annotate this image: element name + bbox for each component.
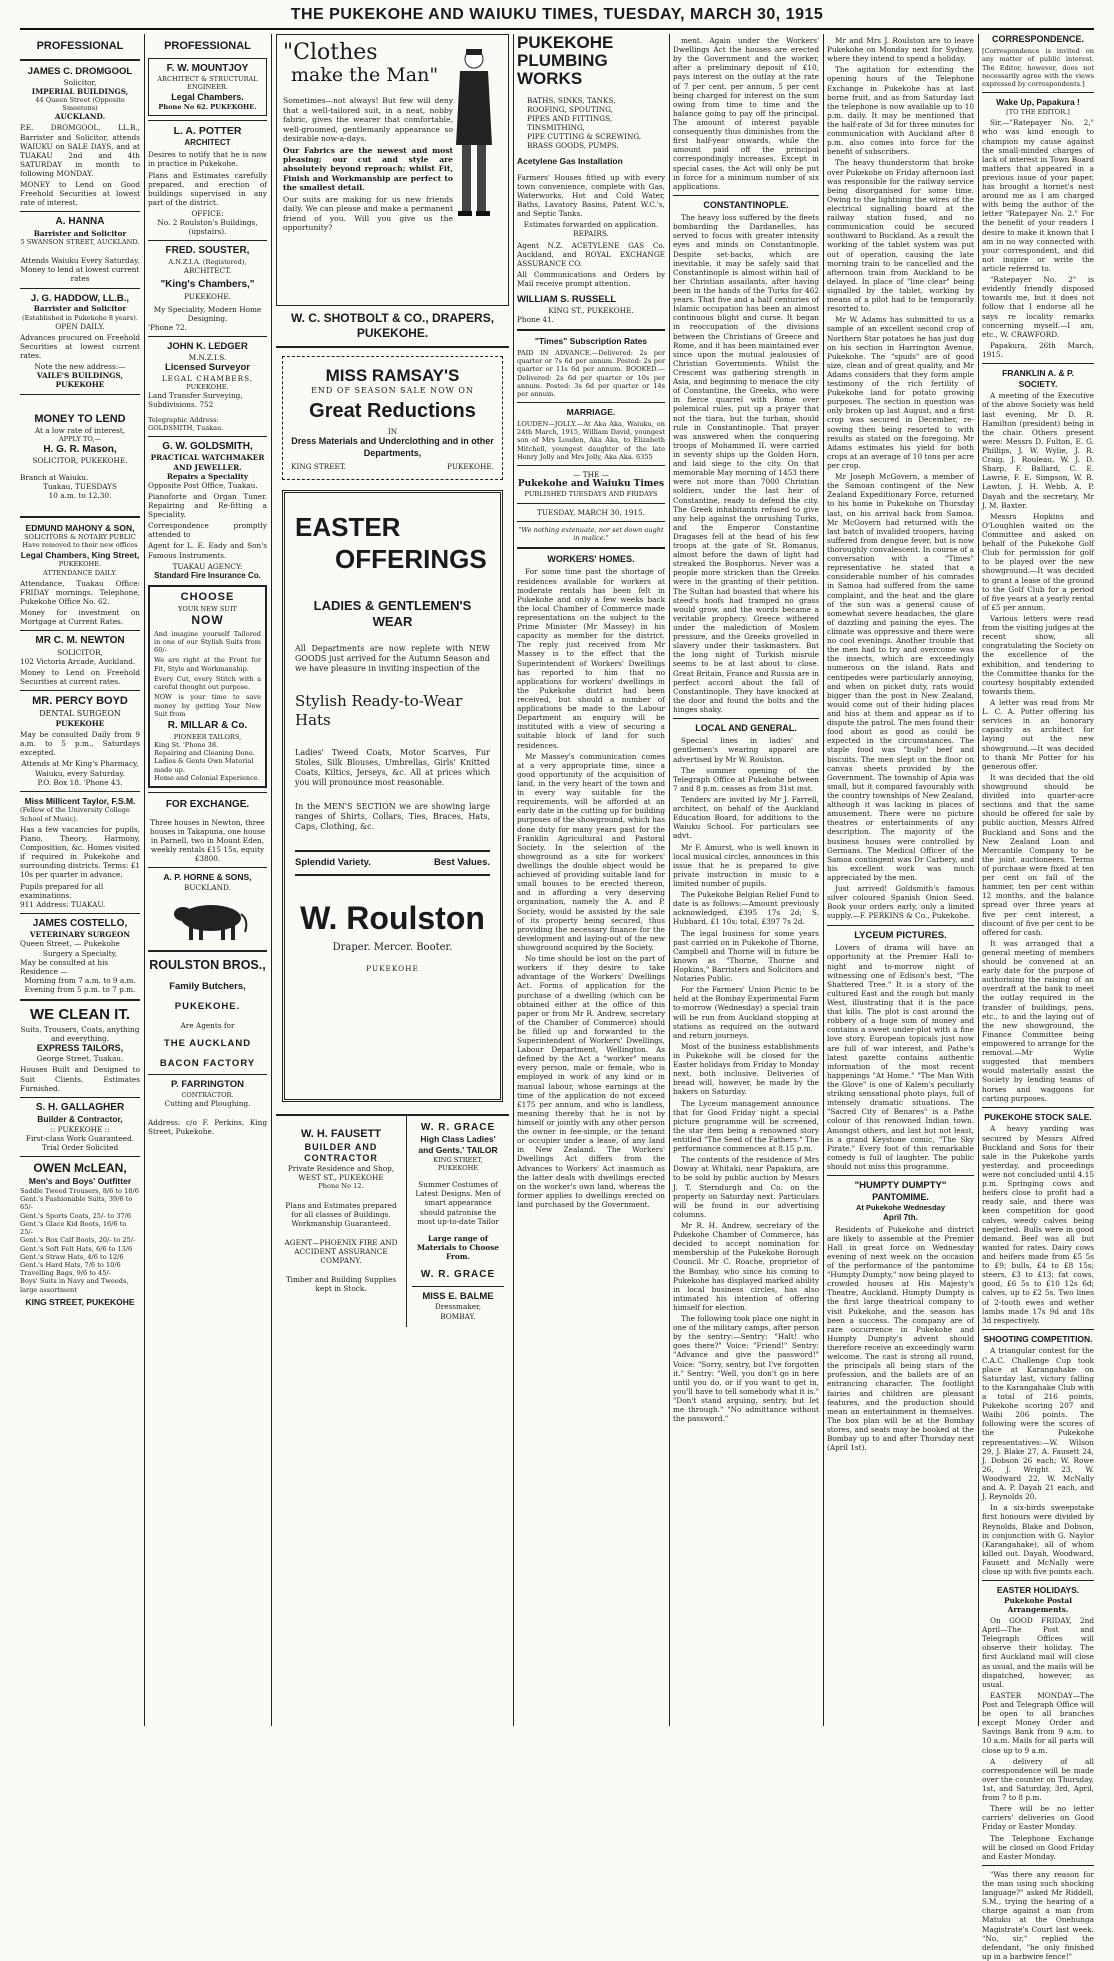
subscription-heading: "Times" Subscription Rates — [534, 336, 648, 347]
list-item: The heavy thunderstorm that broke over Pukekohe on Friday afternoon last was responsible for the railway service being disorganised for some time. Owing to the lightning the wires of the electrical signalling board at the railway station fused, and no communication could be secured southward to Buckland. As a result the working of the tablet system was put out of operation, causing the late morning train to be cancelled and the afternoon train from Auckland to be delayed. In place of "line clear" being signalled by the tablet, working by means of a pilot had to be temporarily resorted to. — [827, 158, 974, 314]
humpty-dumpty-article: Residents of Pukekohe and district are likely to assemble at the Premier Hall in great force on Wednesday evening of next week on the occasion of the performance of the pantomime "Humpty Dumpty," now being played to crowded houses at His Majesty's Theatre, Auckland. Humpty Dumpty is the first large theatrical company to visit Pukekohe, and the season has been a success. The company are of rare occurrence in Pukekohe and Humpty Dumpty's advent should therefore receive an exceedingly warm welcome. The cast is strong all round, the principals all being stars of the profession, and the ballets are of an entrancing character. The footlight fairies and children are pleasant features, and the production should mean an entertainment in themselves. The box plan will be at the Bombay stores, and seats may be booked at the Bombay up to and after Thursday next (April 1st). — [827, 1224, 974, 1453]
masthead: THE PUKEKOHE AND WAIUKU TIMES, TUESDAY, MARCH 30, 1915 — [20, 6, 1094, 30]
ad-money-to-lend: MONEY TO LEND At a low rate of interest, APPLY TO,— H. G. R. Mason, SOLICITOR, PUKEKOHE. Branch at Waiuku. Tuakau, TUESDAYS 10 a.m. to 12.30. — [20, 412, 128, 501]
list-item: ROOFING, SPOUTING, — [527, 104, 614, 114]
ad-miss-ramsay: MISS RAMSAY'S END OF SEASON SALE NOW ON Great Reductions IN Dress Materials and Underclothing and in other Departments, KING STREET. PUKEKOHE. — [282, 356, 503, 480]
franklin-society-heading: FRANKLIN A. & P. SOCIETY. — [1002, 368, 1074, 389]
list-item: Gent.'s Hard Hats, 7/6 to 10/6 — [20, 1260, 121, 1269]
ad-millicent-taylor: Miss Millicent Taylor, F.S.M. (Fellow of the University College School of Music). Has a few vacancies for pupils, Piano, Theory, Harmony, Composition, &c. Homes visited if required in Pukekohe and surrounding districts. Terms: £1 10s per quarter in advance. Pupils prepared for all examinations. 911 Address: TUAKAU. — [20, 795, 140, 909]
local-general-heading: LOCAL AND GENERAL. — [695, 723, 797, 734]
ad-choose-your-suit: CHOOSE YOUR NEW SUIT NOW And imagine yourself Tailored in one of our Stylish Suits from 60/- We are right at the Front for Fit, Style and Workmanship. Every Cut, every Stitch with a careful thought out purpose. NOW is your time to save money by getting Your New Suit from R. MILLAR & Co. PIONEER TAILORS, King St. 'Phone 38. Repairing and Cleaning Done. Ladies & Gents Own Material made up. Home and Colonial Experience. — [148, 585, 267, 788]
plumbing-services-list — [527, 96, 665, 151]
list-item: A meeting of the Executive of the above Society was held last evening, Mr D. R. Hamilton (president) being in the chair. Others present were: Messrs D. Fulton, E. G. Phillips, J. W. Wylie, J. R. Craig, J. Rouleau, W. J. D. Sharp, F. Ballard, C. E. Lawrie, F. E. Simpson, W. R. Lawton, J. H. Webb, A. P. Dayah and the secretary, Mr J. M. Baxter. — [982, 391, 1094, 510]
bull-illustration-icon — [153, 898, 263, 944]
ad-roulston-bros: ROULSTON BROS., Family Butchers, PUKEKOHE. Are Agents for THE AUCKLAND BACON FACTORY — [149, 957, 266, 1070]
easter-holidays-heading: EASTER HOLIDAYS. — [996, 1585, 1080, 1596]
ad-hanna: A. HANNA Barrister and Solicitor 5 SWANSON STREET, AUCKLAND. Attends Waiuku Every Saturday. Money to lend at lowest current rates — [20, 216, 140, 284]
list-item: Tenders are invited by Mr J. Farrell, architect, on behalf of the Auckland Education Board, for additions to the Waiuku School. For particulars see advt. — [673, 795, 819, 841]
ad-haddow: J. G. HADDOW, LL.B., Barrister and Solicitor (Established in Pukekohe 8 years). OPEN DAILY. Advances procured on Freehold Securities at lowest current rates. Note the new address:— VAILE'S BUILDINGS, PUKEKOHE — [20, 292, 140, 390]
column-display-ads — [276, 34, 509, 1726]
list-item: Mr R. H. Andrew, secretary of the Pukekohe Chamber of Commerce, has decided to accept nomination for membership of the Pukekohe Borough Council. Mr C. Roache, proprietor of the Bombay, who since his coming to Pukekohe has displayed marked ability in local business circles, has also intimated his intention of offering himself for election. — [673, 1220, 819, 1312]
ad-souster: FRED. SOUSTER, A.N.Z.I.A. (Registered), ARCHITECT. "King's Chambers," PUKEKOHE. My Speciality, Modern Home Designing. 'Phone 72. — [148, 245, 262, 332]
ad-farrington: P. FARRINGTON CONTRACTOR. Cutting and Ploughing. Address: c/o F. Perkins, King Street, Pukekohe. — [148, 1079, 267, 1137]
list-item: PIPES AND FITTINGS, — [527, 113, 613, 123]
column-rule — [823, 34, 824, 1726]
column-rule — [669, 34, 670, 1726]
shooting-heading: SHOOTING COMPETITION. — [983, 1333, 1093, 1344]
list-item: Gent.'s Fashionable Suits, 39/6 to 65/- — [20, 1195, 133, 1212]
wake-up-papakura-heading: Wake Up, Papakura ! — [996, 97, 1080, 108]
ad-shotbolt: W. C. SHOTBOLT & CO., DRAPERS, PUKEKOHE. — [276, 306, 509, 348]
ad-mountjoy: F. W. MOUNTJOY ARCHITECT & STRUCTURAL ENGINEER. Legal Chambers. Phone No 62. PUKEKOHE. — [148, 58, 267, 116]
closing-paragraph: "Was there any reason for the man using such shocking language?" asked Mr Riddell, S.M., trying the hearing of a charge against a man from Matuku at the Onehunga Magistrate's Court last week. "No, sir," replied the defendant, "he only finished up in a barbwire fence!" — [982, 1869, 1094, 1961]
ad-fausett: W. H. FAUSETT BUILDER AND CONTRACTOR Private Residence and Shop, WEST ST., PUKEKOHE Phone No 12. Plans and Estimates prepared for all classes of Buildings. Workmanship Guaranteed. AGENT—PHOENIX FIRE AND ACCIDENT ASSURANCE COMPANY. Timber and Building Supplies kept in Stock. — [276, 1116, 407, 1327]
list-item: Various letters were read from the visiting judges at the recent show, all congratulating the Society on the excellence of the exhibition, and tendering to the Committee thanks for the courtesy hospitably extended towards them. — [982, 614, 1094, 696]
list-item: BATHS, SINKS, TANKS, — [527, 95, 616, 105]
workers-homes-article: For some time past the shortage of residences available for workers at moderate rentals has been felt in Pukekohe and only a few weeks back the local Chamber of Commerce made representations on the subject to the Prime Minister (Mr Massey) in his capacity as member for the district. The reply just received from Mr Massey is to the effect that the Superintendent of Workers' Dwellings has reported to him that no applications for workers' dwellings in the Pukekohe district had been received, but should a number of applications be made to the Labour Department an enquiry will be instituted with a view of securing a suitable block of land for such residences. Mr Massey's communication comes at a very appropriate time, since a good opportunity of the acquisition of land, in the very heart of the town and in every way suitable for the requirements, will be afforded at an early date in the cutting up for building purposes of the showground, which has done duty for many years past for the Franklin Agricultural and Pastoral Society. In the selection of the showground as a site for workers' dwellings the double object would be achieved of providing suitable land for small houses to be erected thereon, and in affording a very deserving organisation, namely the A. and P. Society, would be assisted by the sale of its property being secured, thus providing the necessary finance for the development and laying-out of the new showground acquired by the Society. No time should be lost on the part of workers if they desire to take advantage of the Workers' Dwellings Act. Forms of application for the purchase of a dwelling (which can be obtained either at the office of this paper or from Mr R. Andrew, secretary of the Chamber of Commerce) should be filled up and forwarded to the Superintendent of Workers' Dwellings, Labour Department, Wellington. As defined by the Act a "worker" means every person, male or female, who is employed in work of any kind or in manual labour, whose earnings at the time of the application do not exceed £175 per annum, and who is landless, meaning thereby that he is not by himself or jointly with any other person the owner in fee-simple, or the tenant or occupier under a lease, of any land in New Zealand. The Workers' Dwellings Act differs from the Advances to Workers' Act inasmuch as the latter deals with dwellings erected on the worker's own land, whereas the former applies to dwellings erected on land purchased by the Government. — [517, 567, 665, 1210]
ad-for-exchange: FOR EXCHANGE. Three houses in Newton, three houses in Takapuna, one house in Parnell, two in Mount Eden, weekly rentals £15 15s, equity £3800. — [149, 799, 266, 863]
list-item: The summer opening of the Telegraph Office at Pukekohe between 7 and 8 p.m. ceases as from 31st inst. — [673, 765, 819, 793]
list-item: On GOOD FRIDAY, 2nd April—The Post and Telegraph Offices will observe their holiday. The first Auckland mail will close as usual, and the mails will be dispatched, however, as usual. — [982, 1616, 1094, 1689]
list-item: The agitation for extending the opening hours of the Telephone Exchange in Pukekohe has at last borne fruit, and as from Saturday last the telephone is now available up to 10 p.m. daily. It may be mentioned that the half-rate of 3d for three minutes for communication with Auckland after 8 p.m. also comes into force for the benefit of subscribers. — [827, 65, 974, 157]
section-heading: PROFESSIONAL — [164, 40, 251, 52]
column-plumbing-editorial — [517, 34, 665, 1726]
list-item: Mr W. Adams has submitted to us a sample of an excellent second crop of Northern Star potatoes he has just dug on his section in Harrington Avenue, Pukekohe. The "spuds" are of good size, clean and of great quality, and Mr Adams considers that they form ample testimony of the rich fertility of Pukekohe land for potato growing purposes. The section in question was only broken up last August, and a first crop was secured in December, re-sowing then being resorted to with results as stated on the foregoing. Mr Adams estimates his yield for both crops at an average of 10 tons per acre per crop. — [827, 315, 974, 471]
humpty-dumpty-heading: "HUMPTY DUMPTY" — [854, 1180, 947, 1192]
ad-we-clean-it: WE CLEAN IT. Suits, Trousers, Coats, anything and everything. EXPRESS TAILORS, George Street, Tuakau. Houses Built and Designed to Suit Clients. Estimates Furnished. — [20, 1006, 140, 1093]
list-item: TINSMITHING, — [527, 122, 585, 132]
paper-nameplate: — THE — Pukekohe and Waiuku Times PUBLISHED TUESDAYS AND FRIDAYS TUESDAY, MARCH 30, 1915. "We nothing extenuate, nor set down aught in malice." — [517, 470, 665, 542]
list-item: Boys' Suits in Navy and Tweeds, large assortment — [20, 1277, 129, 1294]
ad-easter-offerings: EASTER OFFERINGS LADIES & GENTLEMEN'S WEAR All Departments are now replete with NEW GOODS just arrived for the Autumn Season and we have pleasure in inviting inspection of the Stylish Ready-to-Wear Hats Ladies' Tweed Coats, Motor Scarves, Fur Stoles, Silk Blouses, Umbrellas, Girls' Knitted Coats, Kiltics, Jerseys, &c. All at prices which you will pronounce most reasonable. In the MEN'S SECTION we are showing large ranges of Shirts, Collars, Ties, Braces, Hats, Caps, Clothing, &c. Splendid Variety. Best Values. W. Roulston Draper. Mercer. Booter. PUKEKOHE — [282, 490, 503, 1102]
list-item: It was arranged that a general meeting of members should be convened at an early date for the purpose of authorising the raising of an overdraft at the bank to meet the outlay required in the transfer of buildings, pens, etc., to and the laying out of the new showground, the Finance Committee being empowered to arrange for the removal.—Mr Wylie suggested that members would materially assist the Society by lending teams of horses and waggons for carting purposes. — [982, 938, 1094, 1103]
stock-sale-heading: PUKEKOHE STOCK SALE. — [984, 1111, 1092, 1122]
list-item: Mr Joseph McGovern, a member of the Samoan contingent of the New Zealand Expeditionary Force, returned to his home in Pukekohe on Thursday last, on his arrival back from Samoa. Mr McGovern had returned with the last batch of invalided troopers, having suffered from dengue fever, but is now thoroughly convalescent. In course of a conversation with a "Times" representative he stated that a considerable number of his comrades in Samoa had suffered from the same complaint, and the heat and the glare of the sun was a general cause of somewhat severe headaches, the glare of dazzling and paining the eyes. The climate was oppressive and there were no cool evenings. Another trouble that the men had to try and overcome was the insects, which are exceedingly numerous on the island. Rats and centipedes were particularly annoying, and when on picket duty, rats would bigger than the post in New Zealand, would come out of their hiding places and hiss at them and appear as if to dispute the patrol. The men found their food about as good as could be expected in the circumstances. The staple food was "bully" beef and biscuits. The men slept on the floor on canvas sheets provided by the Government. The township of Apia was small, but it compared favourably with the country townships of New Zealand, although it was lacking in places of amusement. There were no picture theatres or entertainments of any description. The majority of the business houses were controlled by Germans. The Medical Officer of the Samoa contingent was Dr Carbery, and his excellent work was much appreciated by the men. — [827, 472, 974, 882]
list-item: Saddle Tweed Trousers, 8/6 to 18/6 — [20, 1186, 139, 1195]
list-item: A letter was read from Mr L. C. A. Potter offering his services in an honorary capacity as architect for laying out the new showground.—It was decided to thank Mr Potter for his generous offer. — [982, 697, 1094, 771]
ad-costello: JAMES COSTELLO, VETERINARY SURGEON Queen Street, — Pukekohe Surgery a Specialty, May be consulted at his Residence — Morning from 7 a.m. to 9 a.m. Evening from 5 p.m. to 7 p.m. — [20, 917, 136, 995]
list-item: PIPE CUTTING & SCREWING, — [527, 131, 642, 141]
list-item: Just arrived! Goldsmith's famous silver coloured Spanish Onion Seed. Book your orders early, only a limited supply.—F. PERKINS & Co., Pukekohe. — [827, 884, 974, 921]
constantinople-article: The heavy loss suffered by the fleets bombarding the Dardanelles, has served to focus with greater intensity eyes and minds on Constantinople. Despite set-backs, which are inevitable, it may be safely said that Constantinople is almost within hail of her Christian assailants, after having been in the hands of the Turks for 462 years. That five and a half centuries of Islamic occupation has been an almost continuous blight and curse. It began in reoccupation of the divisions between the Christians of Greece and Rome, and it has been maintained ever since upon the mutual jealousies of Christian Governments. Whilst the Crescent was gathering strength in Asia, and beginning to menace the city of Constantine, the Greeks, who were in fierce quarrel with Rome over polemical rules, put up a prayer that not the tiara, but the turban, should rule in Constantinople. That prayer was answered when the conquering troops of Mohammed II. were carried in seventy ships up the Golden Horn, and laid siege to the city. On that memorable May morning of 1453 there were not more than 7000 Christian soldiers, under the last heir of Constantine, ready to defend the city. The Greek inhabitants refused to give any help against the onrushing Turks, and the Emperor Constantine Dragases fell at the head of his few troops at the gate of St. Romanus, almost before the dawn of light had streaked the Bosphorus. Never was a people more stricken than the Greeks were in the granting of their petition. The Sultan had boasted that where his steed's hoofs had tramped no grass would grow, and the words became a veritable prophecy. Greece withered under the malediction of Moslem pressure, and the Greeks grovelled in slavery under their taskmasters. But the long night of Turkish misrule seems to be at last about to close. Great Britain, France and Russia are in perfect accord about the fall of Constantinople. They have knocked at the door and found the bolts and the hinges shaky. — [673, 213, 819, 715]
list-item: Gent.'s Soft Felt Hats, 6/6 to 13/6 — [20, 1244, 133, 1253]
ad-plumbing-works: PUKEKOHE PLUMBING WORKS BATHS, SINKS, TANKS, ROOFING, SPOUTING, PIPES AND FITTINGS, TINSMITHING, PIPE CUTTING & SCREWING, BRASS GOODS, PUMPS. Acetylene Gas Installation Farmers' Houses fitted up with every town convenience, complete with Gas, Waterworks, Hot and Cold Water, Baths, Lavatory Basins, Patent W.C.'s, and Septic Tanks. Estimates forwarded on application. REPAIRS. Agent N.Z. ACETYLENE GAS Co. Auckland, and ROYAL EXCHANGE ASSURANCE CO. All Communications and Orders by Mail receive prompt attention. WILLIAM S. RUSSELL KING ST., PUKEKOHE. Phone 41. — [517, 33, 665, 325]
ad-balme: MISS E. BALME — [422, 1290, 494, 1302]
ad-gallagher: S. H. GALLAGHER Builder & Contractor, :: PUKEKOHE :: First-class Work Guaranteed. Trial Order Solicited — [25, 1101, 135, 1153]
list-item: Gent.'s Glace Kid Boots, 16/6 to 25/- — [20, 1219, 127, 1237]
easter-holidays-article — [982, 1616, 1094, 1861]
column-news-2: Mr and Mrs J. Roulston are to leave Pukekohe on Monday next for Sydney, where they intend to spend a holiday. The agitation for extending the opening hours of the Telephone Exchange in Pukekohe has at last borne fruit, and as from Saturday last the telephone is now available up to 10 p.m. daily. It may be mentioned that the half-rate of 3d for three minutes for communication with Auckland after 8 p.m. also comes into force for the benefit of subscribers. The heavy thunderstorm that broke over Pukekohe on Friday afternoon last was responsible for the railway service being disorganised for some time. Owing to the lightning the wires of the electrical signalling board at the railway station fused, and no communication could be secured southward to Buckland. As a result the working of the tablet system was put out of operation, causing the late morning train to be cancelled and the afternoon train from Auckland to be delayed. In place of "line clear" being signalled by the tablet, working by means of a pilot had to be temporarily resorted to. Mr W. Adams has submitted to us a sample of an excellent second crop of Northern Star potatoes he has just dug on his section in Harrington Avenue, Pukekohe. The "spuds" are of good size, clean and of great quality, and Mr Adams considers that they form ample testimony of the rich fertility of Pukekohe land for potato growing purposes. The section in question was only broken up last August, and a first crop was secured in December, re-sowing then being resorted to with results as stated on the foregoing. Mr Adams estimates his yield for both crops at an average of 10 tons per acre per crop. Mr Joseph McGovern, a member of the Samoan contingent of the New Zealand Expeditionary Force, returned to his home in Pukekohe on Thursday last, on his arrival back from Samoa. Mr McGovern had returned with the last batch of invalided troopers, having suffered from dengue fever, but is now thoroughly convalescent. In course of a conversation with a "Times" representative he stated that a considerable number of his comrades in Samoa had suffered from the same complaint, and the heat and the glare of the sun was a general cause of somewhat severe headaches, the glare of dazzling and paining the eyes. The climate was oppressive and there were no cool evenings. Another trouble that the men had to try and overcome was the insects, which are exceedingly numerous on the island. Rats and centipedes were particularly annoying, and when on picket duty, rats would bigger than the post in New Zealand, would come out of their hiding places and hiss at them and appear as if to dispute the patrol. The men found their food about as good as could be expected in the circumstances. The staple food was "bully" beef and biscuits. The men slept on the floor on canvas sheets provided by the Government. The township of Apia was small, but it compared favourably with the country townships of New Zealand, although it was lacking in places of amusement. There were no picture theatres or entertainments of any description. The majority of the business houses were controlled by Germans. The Medical Officer of the Samoa contingent was Dr Carbery, and his excellent work was much appreciated by the men. Just arrived! Goldsmith's famous silver coloured Spanish Onion Seed. Book your orders early, only a limited supply.—F. PERKINS & Co., Pukekohe. LYCEUM PICTURES. Lovers of drama will have an opportunity at the Premier Hall to-night and to-morrow night of witnessing one of Edison's best, "The Shattered Tree." It is a story of the cultured East and the rough but manly West, illustrating that it is the pace that kills. The plot is cast around the robbery of a huge sum of money and contains a sweet under-plot with a fine love story. European topicals just now are full of war interest, and Pathe's latest gazette contains authentic information of the most recent happenings "At Home." "The Man With the Glove" is one of Kalem's peculiarly striking sensational photo plays, full of intensely dramatic situations. The "Sacred City of Benares" is a Pathe colour of this renowned Indian town. Amongst others, and last but not least, is a grand Keystone comic, "The Sky Pirate." Every foot of this remarkable comedy is full of laughter. The public should not miss this programme. "HUMPTY DUMPTY" PANTOMIME. At Pukekohe Wednesday April 7th. Residents of Pukekohe and district are likely to assemble at the Premier Hall in great force on Wednesday evening of next week on the occasion of the performance of the pantomime "Humpty Dumpty," now being played to crowded houses at His Majesty's Theatre, Auckland. Humpty Dumpty is the first large theatrical company to visit Pukekohe, and the season has been a success. The company are of rare occurrence in Pukekohe and Humpty Dumpty's advent should therefore receive an exceedingly warm welcome. The cast is strong all round, the principals all being stars of the profession, and the ballets are of an entrancing character. The footlight fairies and children are pleasant features, and the production should mean an entertainment in themselves. The box plan will be at the Bombay stores, and seats may be booked at the Bombay up to and after Thursday next (April 1st). — [827, 36, 974, 1453]
list-item: The Pukekohe Belgian Relief Fund to date is as follows:—Amount previously acknowledged, £395 17s 2d; S. Hubbard, £1 10s; total, £397 7s 2d. — [673, 890, 819, 927]
column-professional-1 — [20, 34, 140, 1726]
column-professional-2 — [148, 34, 267, 1726]
ad-owen-mclean: OWEN McLEAN, Men's and Boys' Outfitter Saddle Tweed Trousers, 8/6 to 18/6 Gent.'s Fashionable Suits, 39/6 to 65/- Gent.'s Sports Coats, 25/- to 37/6 Gent.'s Glace Kid Boots, 16/6 to 25/- Gent.'s Box Calf Boots, 20/- to 25/- Gent.'s Soft Felt Hats, 6/6 to 13/6 Gent.'s Straw Hats, 4/6 to 12/6 Gent.'s Hard Hats, 7/6 to 10/6 Travelling Bags, 9/6 to 45/- Boys' Suits in Navy and Tweeds, large assortment KING STREET, PUKEKOHE — [20, 1161, 139, 1307]
column-rule — [513, 34, 514, 1726]
list-item: Most of the business establishments in Pukekohe will be closed for the Easter holidays from Friday to Monday next, both inclusive. Deliveries of bread will, however, be made by the bakers on Saturday. — [673, 1041, 819, 1097]
ad-newton: MR C. M. NEWTON SOLICITOR, 102 Victoria Arcade, Auckland. Money to Lend on Freehold Securities at current rates. — [20, 635, 140, 687]
column-rule — [271, 34, 272, 1726]
list-item: The legal business for some years past carried on in Pukekohe of Thorne, Campbell and Thorne will in future be known as "Thorne, Thorne and Hopkins," Barristers and Solicitors and Notaries Public. — [673, 928, 819, 984]
column-correspondence: CORRESPONDENCE. [Correspondence is invited on any matter of public interest. The Editor, however, does not necessarily agree with the views expressed by correspondents.] Wake Up, Papakura ! [TO THE EDITOR.] Sir,—"Ratepayer No. 2," who was kind enough to champion my cause against the small-minded charges of lack of interest in Town Board matters that appeared in a previous issue of your paper, has brought a hornet's nest around me as I am charged with being the author of the letter "Ratepayer No. 2." For the benefit of your readers I desire to make it known that I am in no way connected with your correspondent, and did not inspire or write the article referred to. "Ratepayer No. 2" is evidently friendly disposed towards me, but it does not follow that I endorse all he says re locality remarks concerning myself.—I am, etc., W. CRAWFORD. Papakura, 26th March, 1915. FRANKLIN A. & P. SOCIETY. A meeting of the Executive of the above Society was held last evening, Mr D. R. Hamilton (president) being in the chair. Others present were: Messrs D. Fulton, E. G. Phillips, J. W. Wylie, J. R. Craig, J. Rouleau, W. J. D. Sharp, F. Ballard, C. E. Lawrie, F. E. Simpson, W. R. Lawton, J. H. Webb, A. P. Dayah and the secretary, Mr J. M. Baxter. Messrs Hopkins and O'Loughlen waited on the Committee and asked on behalf of the Pukekohe Golf Club for permission for golf to be played over the new showground.—It was decided to grant a lease of the ground to the Golf Club for a period of five years at a yearly rental of £5 per annum. Various letters were read from the visiting judges at the recent show, all congratulating the Society on the excellence of the exhibition, and tendering to the Committee thanks for the courtesy hospitably extended towards them. A letter was read from Mr L. C. A. Potter offering his services in an honorary capacity as architect for laying out the new showground.—It was decided to thank Mr Potter for his generous offer. It was decided that the old showground should be divided into quarter-acre sections and that the same should be offered for sale by public auction, Messrs Alfred Buckland and Sons and the New Zealand Loan and Mercantile Company to be the joint auctioneers. Terms of purchase were fixed at ten per cent on fall of the hammer, ten per cent within 12 months, and the balance spread over three years at five per cent interest, a discount of five per cent to be offered for cash. It was arranged that a general meeting of members should be convened at an early date for the purpose of authorising the raising of an overdraft at the bank to meet the outlay required in the transfer of buildings, pens, etc., to and the laying out of the new showground, the Finance Committee being empowered to arrange for the removal.—Mr Wylie suggested that members would materially assist the Society by lending teams of horses and waggons for carting purposes. PUKEKOHE STOCK SALE. A heavy yarding was secured by Messrs Alfred Buckland and Sons for their sale in the Pukekohe yards yesterday, and proceedings were not concluded until 4.15 p.m. Springing cows and heifers close to profit had a ready sale, and there was keen competition for good calves, weedy calves being neglected. Bulls were in good demand. Beef was all but wanted for rates. Dairy cows and heifers made from £5 5s to £9; bulls, £4 to £8 15s; steers, £3 to £13; fat cows, good, £6 5s to £10 12s 6d; calves, up to £2 5s. Two lines of 2-tooth ewes and wether lambs made 17s 9d and 18s 3d respectively. SHOOTING COMPETITION. A triangular contest for the C.A.C. Challenge Cup took place at Karangahake on Saturday last, victory falling to the Karangahake Club with a total of 216 points, Pukekohe scoring 207 and Waihi 206 points. The following were the scores of the Pukekohe representatives:—W. Wilson 29, J. Blake 27, A. Fausett 24, J. Dobson 26 each; W. Rowe 26, J. Wright 23, W. Woodward 22, W. McNally and A. P. Dayah 21 each, and J. Reynolds 20. In a six-birds sweepstake first honours were divided by Reynolds, Blake and Dobson, in conjunction with G. Naylor (Karangahake), all of whom killed out. Dayah, Woodward, Fausett and McNally were close up with five points each. EASTER HOLIDAYS. Pukekohe Postal Arrangements. On GOOD FRIDAY, 2nd April—The Post and Telegraph Offices will observe their holiday. The first Auckland mail will close as usual, and the mails will be dispatched, however, as usual. EASTER MONDAY—The Post and Telegraph Office will be open to all branches except Money Order and Savings Bank from 9 a.m. to 10 a.m. Mails for all parts will close up to 9 a.m. A delivery of all correspondence will be made over the counter on Thursday, 1st, and Saturday, 3rd, April, from 7 to 8 p.m. There will be no letter carriers' deliveries on Good Friday or Easter Monday. The Telephone Exchange will be closed on Good Friday and Easter Monday. "Was there any reason for the man using such shocking language?" asked Mr Riddell, S.M., trying the hearing of a charge against a man from Matuku at the Onehunga Magistrate's Court last week. "No, sir," replied the defendant, "he only finished up in a barbwire fence!" — [982, 34, 1094, 1961]
outfitter-price-list — [20, 1187, 140, 1294]
lyceum-article: Lovers of drama will have an opportunity at the Premier Hall to-night and to-morrow night of witnessing one of Edison's best, "The Shattered Tree." It is a story of the cultured East and the rough but manly West, illustrating that it is the pace that kills. The plot is cast around the robbery of a huge sum of money and contains a sweet under-plot with a fine love story. European topicals just now are full of war interest, and Pathe's latest gazette contains authentic information of the most recent happenings "At Home." "The Man With the Glove" is one of Kalem's peculiarly striking sensational photo plays, full of intensely dramatic situations. The "Sacred City of Benares" is a Pathe colour of this renowned Indian town. Amongst others, and last but not least, is a grand Keystone comic, "The Sky Pirate." Every foot of this remarkable comedy is full of laughter. The public should not miss this programme. — [827, 943, 974, 1171]
column-rule — [144, 34, 145, 1726]
list-item: The contents of the residence of Mrs Doway at Whitaki, near Papakura, are to be sold by public auction by Messrs J. T. Sterndurgh and Co. on the property on Saturday next. Particulars will be found in our advertising columns. — [673, 1155, 819, 1219]
marriage-notice: LOUDEN—JOLLY.—At Aka Aka, Waiuku, on 24th March, 1915, William David, youngest son of Mrs Louden, Aka Aka, to Elizabeth Mitchell, youngest daughter of the late Henry Jolly and Mrs Jolly, Aka Aka. 6355 — [517, 419, 665, 461]
subscription-rates: PAID IN ADVANCE.—Delivered: 2s per quarter or 7s 6d per annum. Posted: 2s per quarter or 11s 6d per annum. BOOKED.—Delivered: 2s 6d per quarter or 10s per annum. Posted: 3s 6d per quarter or 14s per annum. — [517, 348, 665, 399]
list-item: Travelling Bags, 9/6 to 45/- — [20, 1269, 111, 1278]
ad-percy-boyd: MR. PERCY BOYD DENTAL SURGEON PUKEKOHE May be consulted Daily from 9 a.m. to 5 p.m., Saturdays excepted. Attends at Mr King's Pharmacy, Waiuku, every Saturday. P.O. Box 18. 'Phone 43. — [20, 695, 140, 787]
ad-potter: L. A. POTTER ARCHITECT Desires to notify that he is now in practice in Pukekohe. Plans and Estimates carefully prepared, and erection of buildings supervised in any part of the district. OFFICE: No. 2 Roulston's Buildings, (upstairs). — [148, 125, 267, 237]
ad-dromgool: JAMES C. DROMGOOL Solicitor, IMPERIAL BUILDINGS, 44 Queen Street (Opposite Smeetons) AUCKLAND. P.E. DROMGOOL, LL.B., Barrister and Solicitor, attends WAIUKU on SALE DAYS, and at TUAKAU 2nd and 4th SATURDAY in month to following MONDAY. MONEY to Lend on Good Freehold Securities at lowest rate of interest. — [20, 65, 140, 208]
ad-grace: W. R. GRACE High Class Ladies' and Gents.' TAILOR KING STREET, PUKEKOHE Summer Costumes of Latest Designs. Men of smart appearance should patronise the most up-to-date Tailor Large range of Materials to Choose From. W. R. GRACE MISS E. BALME Dressmaker, BOMBAY. — [407, 1116, 509, 1327]
ad-ledger: JOHN K. LEDGER M.N.Z.I.S. Licensed Surveyor LEGAL CHAMBERS, PUKEKOHE. Land Transfer Surveying, Subdivisions. 752 Telegraphic Address: GOLDSMITH, Tuakau. — [148, 341, 254, 432]
franklin-society-article — [982, 391, 1094, 1102]
list-item: There will be no letter carriers' deliveries on Good Friday or Easter Monday. — [982, 1804, 1094, 1832]
workers-homes-heading: WORKERS' HOMES. — [547, 554, 635, 565]
list-item: The following took place one night in one of the military camps, after person by the sentry:—Sentry: "Halt! who goes there?" Voice: "Friend!" Sentry: "Advance and give the password!" Voice: "Sorry, sentry, but I've forgotten it." Sentry: "Well, you don't go in here until you do, or if you want to get in, you'll have to tell somebody what it is." "Don't stand arguing, sentry, but let me through." "No admittance without the password." — [673, 1314, 819, 1424]
list-item: The Telephone Exchange will be closed on Good Friday and Easter Monday. — [982, 1833, 1094, 1861]
list-item: Gent.'s Box Calf Boots, 20/- to 25/- — [20, 1236, 136, 1245]
ad-mahony: EDMUND MAHONY & SON, SOLICITORS & NOTARY PUBLIC Have removed to their new offices Legal Chambers, King Street, PUKEKOHE. ATTENDANCE DAILY. Attendance, Tuakau Office: FRIDAY mornings. Telephone, Pukekohe Office No. 62. Money for investment on Mortgage at Current Rates. — [20, 522, 140, 627]
marriage-heading: MARRIAGE. — [566, 407, 616, 418]
list-item: The Lyceum management announce that for Good Friday night a special picture programme will be screened, the star item being a renowned story entitled "The Seed of the Fathers." The performance commences at 8.15 p.m. — [673, 1098, 819, 1154]
list-item: A delivery of all correspondence will be made over the counter on Thursday, 1st, and Saturday, 3rd, April, from 7 to 8 p.m. — [982, 1756, 1094, 1803]
ad-horne: A. P. HORNE & SONS, BUCKLAND. — [148, 872, 267, 944]
stock-sale-article: A heavy yarding was secured by Messrs Alfred Buckland and Sons for their sale in the Pukekohe yards yesterday, and proceedings were not concluded until 4.15 p.m. Springing cows and heifers close to profit had a ready sale, and there was keen competition for good calves, weedy calves being neglected. Bulls were in good demand. Beef was all but wanted for rates. Dairy cows and heifers made from £5 5s to £9; bulls, £4 to £8 15s; steers, £3 to £13; fat cows, good, £6 5s to £10 12s 6d; calves, up to £2 5s. Two lines of 2-tooth ewes and wether lambs made 17s 9d and 18s 3d respectively. — [982, 1124, 1094, 1325]
column-news-1 — [673, 34, 819, 1726]
list-item: BRASS GOODS, PUMPS. — [527, 141, 619, 151]
ad-clothes-make-the-man: "Clothes make the Man" Sometimes—not always! But few will deny that a well-tailored suit, in a neat, nobby fabric, gives the wearer that comfortable, well-groomed, gentlemanly appearance so desirable now-a-days. Our Fabrics are the newest and most pleasing; our cut and style are absolutely beyond reproach; whilst Fit, Finish and Workmanship are perfect to the smallest detail. Our suits are making for us new friends daily. We can please and make a permanent friend of you. Will you give us the opportunity? — [276, 34, 509, 306]
local-general-continued — [827, 36, 974, 921]
constantinople-heading: CONSTANTINOPLE. — [703, 199, 789, 210]
lyceum-heading: LYCEUM PICTURES. — [854, 929, 947, 941]
gentleman-figure-icon — [446, 45, 502, 225]
column-rule — [978, 34, 979, 1726]
list-item: It was decided that the old showground should be divided into quarter-acre sections and that the same should be offered for sale by public auction, Messrs Alfred Buckland and Sons and the New Zealand Loan and Mercantile Company to be the joint auctioneers. Terms of purchase were fixed at ten per cent on fall of the hammer, ten per cent within 12 months, and the balance spread over three years at five per cent interest, a discount of five per cent to be offered for cash. — [982, 772, 1094, 937]
list-item: EASTER MONDAY—The Post and Telegraph Office will be open to all branches except Money Order and Savings Bank from 9 a.m. to 10 a.m. Mails for all parts will close up to 9 a.m. — [982, 1690, 1094, 1755]
section-heading: PROFESSIONAL — [36, 40, 124, 52]
list-item: Gent.'s Sports Coats, 25/- to 37/6 — [20, 1211, 132, 1220]
ad-goldsmith: G. W. GOLDSMITH, PRACTICAL WATCHMAKER AND JEWELLER. Repairs a Speciality Opposite Post Office, Tuakau. Pianoforte and Organ Tuner. Repairing and Re-fitting a Speciality. Correspondence promptly attended to Agent for L. E. Eady and Son's Famous Instruments. TUAKAU AGENCY: Standard Fire Insurance Co. — [148, 440, 267, 580]
list-item: Mr and Mrs J. Roulston are to leave Pukekohe on Monday next for Sydney, where they intend to spend a holiday. — [827, 36, 974, 64]
workers-homes-continued: ment. Again under the Workers' Dwellings Act the houses are erected by the Government and the worker, after a preliminary deposit of £10, pays interest on the outlay at the rate of 7 per cent. per annum, 5 per cent being charged for interest on the sum owing from time to time and the balance going to pay off the principal. The amount of interest payable consequently thus diminishes from the first half-year onwards, while the amount paid off the principal correspondingly increases. Except in special cases, the Act will only be put in force for a minimum number of six applications. — [673, 36, 819, 191]
list-item: Messrs Hopkins and O'Loughlen waited on the Committee and asked on behalf of the Pukekohe Golf Club for permission for golf to be played over the new showground.—It was decided to grant a lease of the ground to the Golf Club for a period of five years at a yearly rental of £5 per annum. — [982, 511, 1094, 612]
list-item: Special lines in ladies' and gentlemen's wearing apparel are advertised by Mr W. Roulston. — [673, 736, 819, 764]
list-item: Mr F. Amurst, who is well known in local musical circles, announces in this issue that he is prepared to give private instruction in music to a limited number of pupils. — [673, 842, 819, 889]
list-item: Gent.'s Straw Hats, 4/6 to 12/6 — [20, 1252, 124, 1261]
list-item: For the Farmers' Union Picnic to be held at the Bombay Experimental Farm to-morrow (Wednesday) a special train will be run from Auckland stopping at stations as required on the outward and return journeys. — [673, 985, 819, 1040]
local-general-items — [673, 736, 819, 1423]
correspondence-heading: CORRESPONDENCE. — [991, 34, 1084, 44]
